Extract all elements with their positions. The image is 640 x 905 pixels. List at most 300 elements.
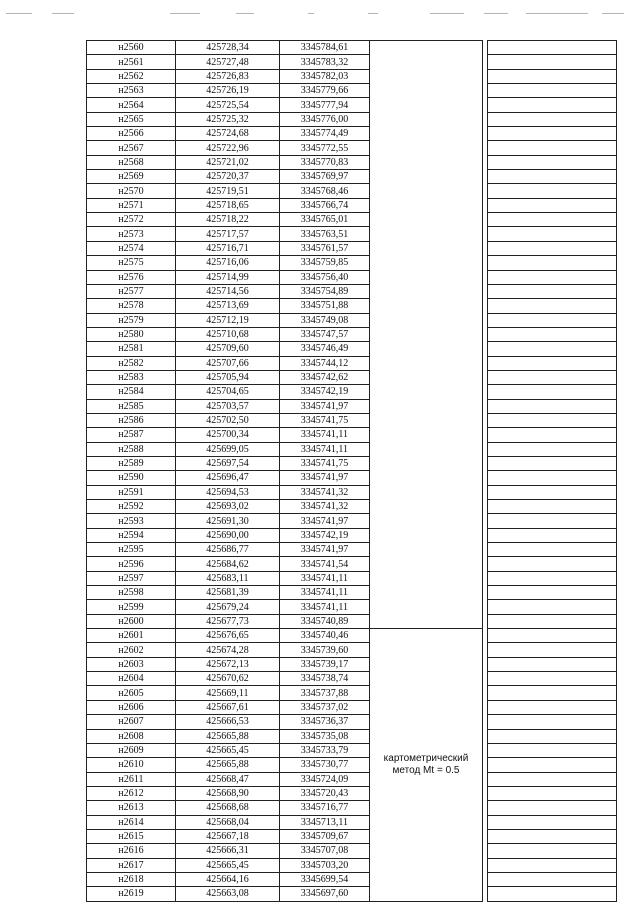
- table-row: [87, 456, 617, 470]
- x-coordinate-cell: 425728,34: [176, 41, 280, 55]
- table-row: [87, 471, 617, 485]
- empty-cell: [488, 528, 617, 542]
- table-row: [87, 284, 617, 298]
- x-coordinate-cell: 425681,39: [176, 586, 280, 600]
- y-coordinate-cell: 3345776,00: [280, 112, 370, 126]
- point-name-cell: н2594: [87, 528, 176, 542]
- x-coordinate-cell: 425690,00: [176, 528, 280, 542]
- table-row: [87, 198, 617, 212]
- x-coordinate-cell: 425669,11: [176, 686, 280, 700]
- table-row: [87, 442, 617, 456]
- point-name-cell: н2580: [87, 327, 176, 341]
- x-coordinate-cell: 425702,50: [176, 413, 280, 427]
- y-coordinate-cell: 3345749,08: [280, 313, 370, 327]
- empty-cell: [488, 241, 617, 255]
- point-name-cell: н2602: [87, 643, 176, 657]
- table-row: [87, 672, 617, 686]
- y-coordinate-cell: 3345716,77: [280, 801, 370, 815]
- point-name-cell: н2573: [87, 227, 176, 241]
- x-coordinate-cell: 425694,53: [176, 485, 280, 499]
- y-coordinate-cell: 3345742,62: [280, 370, 370, 384]
- table-row: [87, 614, 617, 628]
- y-coordinate-cell: 3345768,46: [280, 184, 370, 198]
- empty-cell: [488, 557, 617, 571]
- point-name-cell: н2607: [87, 715, 176, 729]
- y-coordinate-cell: 3345744,12: [280, 356, 370, 370]
- x-coordinate-cell: 425726,83: [176, 69, 280, 83]
- y-coordinate-cell: 3345724,09: [280, 772, 370, 786]
- point-name-cell: н2583: [87, 370, 176, 384]
- y-coordinate-cell: 3345754,89: [280, 284, 370, 298]
- empty-cell: [488, 743, 617, 757]
- y-coordinate-cell: 3345770,83: [280, 155, 370, 169]
- empty-cell: [488, 571, 617, 585]
- x-coordinate-cell: 425663,08: [176, 887, 280, 901]
- x-coordinate-cell: 425716,06: [176, 256, 280, 270]
- y-coordinate-cell: 3345741,11: [280, 571, 370, 585]
- point-name-cell: н2616: [87, 844, 176, 858]
- x-coordinate-cell: 425686,77: [176, 543, 280, 557]
- empty-cell: [488, 614, 617, 628]
- table-row: [87, 270, 617, 284]
- x-coordinate-cell: 425700,34: [176, 428, 280, 442]
- point-name-cell: н2592: [87, 500, 176, 514]
- empty-cell: [488, 758, 617, 772]
- point-name-cell: н2572: [87, 213, 176, 227]
- empty-cell: [488, 55, 617, 69]
- table-row: [87, 872, 617, 886]
- y-coordinate-cell: 3345730,77: [280, 758, 370, 772]
- empty-cell: [488, 399, 617, 413]
- point-name-cell: н2565: [87, 112, 176, 126]
- point-name-cell: н2593: [87, 514, 176, 528]
- table-row: [87, 241, 617, 255]
- point-name-cell: н2612: [87, 786, 176, 800]
- y-coordinate-cell: 3345739,60: [280, 643, 370, 657]
- point-name-cell: н2599: [87, 600, 176, 614]
- point-name-cell: н2590: [87, 471, 176, 485]
- empty-cell: [488, 41, 617, 55]
- point-name-cell: н2604: [87, 672, 176, 686]
- point-name-cell: н2570: [87, 184, 176, 198]
- y-coordinate-cell: 3345703,20: [280, 858, 370, 872]
- empty-cell: [488, 170, 617, 184]
- empty-cell: [488, 586, 617, 600]
- empty-cell: [488, 370, 617, 384]
- table-row: [87, 743, 617, 757]
- point-name-cell: н2613: [87, 801, 176, 815]
- x-coordinate-cell: 425684,62: [176, 557, 280, 571]
- y-coordinate-cell: 3345741,54: [280, 557, 370, 571]
- point-name-cell: н2575: [87, 256, 176, 270]
- table-row: [87, 557, 617, 571]
- empty-cell: [488, 657, 617, 671]
- y-coordinate-cell: 3345741,97: [280, 514, 370, 528]
- y-coordinate-cell: 3345737,88: [280, 686, 370, 700]
- x-coordinate-cell: 425665,45: [176, 858, 280, 872]
- y-coordinate-cell: 3345769,97: [280, 170, 370, 184]
- empty-cell: [488, 829, 617, 843]
- table-row: [87, 686, 617, 700]
- x-coordinate-cell: 425712,19: [176, 313, 280, 327]
- method-cell: картометрический метод Mt = 0.5: [370, 629, 483, 902]
- table-row: [87, 844, 617, 858]
- table-row: [87, 543, 617, 557]
- table-row: [87, 758, 617, 772]
- point-name-cell: н2584: [87, 385, 176, 399]
- x-coordinate-cell: 425725,54: [176, 98, 280, 112]
- y-coordinate-cell: 3345697,60: [280, 887, 370, 901]
- table-row: [87, 370, 617, 384]
- y-coordinate-cell: 3345733,79: [280, 743, 370, 757]
- x-coordinate-cell: 425676,65: [176, 629, 280, 643]
- y-coordinate-cell: 3345783,32: [280, 55, 370, 69]
- scan-artifacts: [6, 13, 626, 15]
- empty-cell: [488, 413, 617, 427]
- point-name-cell: н2567: [87, 141, 176, 155]
- point-name-cell: н2587: [87, 428, 176, 442]
- x-coordinate-cell: 425668,90: [176, 786, 280, 800]
- point-name-cell: н2571: [87, 198, 176, 212]
- point-name-cell: н2609: [87, 743, 176, 757]
- x-coordinate-cell: 425672,13: [176, 657, 280, 671]
- table-row: [87, 428, 617, 442]
- table-row: [87, 256, 617, 270]
- table-row: [87, 801, 617, 815]
- table-row: [87, 586, 617, 600]
- table-row: [87, 184, 617, 198]
- x-coordinate-cell: 425665,88: [176, 729, 280, 743]
- point-name-cell: н2619: [87, 887, 176, 901]
- point-name-cell: н2601: [87, 629, 176, 643]
- point-name-cell: н2568: [87, 155, 176, 169]
- x-coordinate-cell: 425668,68: [176, 801, 280, 815]
- empty-cell: [488, 485, 617, 499]
- x-coordinate-cell: 425677,73: [176, 614, 280, 628]
- y-coordinate-cell: 3345738,74: [280, 672, 370, 686]
- x-coordinate-cell: 425667,18: [176, 829, 280, 843]
- y-coordinate-cell: 3345741,75: [280, 413, 370, 427]
- point-name-cell: н2589: [87, 456, 176, 470]
- table-row: [87, 715, 617, 729]
- x-coordinate-cell: 425716,71: [176, 241, 280, 255]
- empty-cell: [488, 256, 617, 270]
- empty-cell: [488, 428, 617, 442]
- y-coordinate-cell: 3345741,32: [280, 485, 370, 499]
- x-coordinate-cell: 425720,37: [176, 170, 280, 184]
- y-coordinate-cell: 3345737,02: [280, 700, 370, 714]
- x-coordinate-cell: 425718,65: [176, 198, 280, 212]
- y-coordinate-cell: 3345741,11: [280, 442, 370, 456]
- point-name-cell: н2615: [87, 829, 176, 843]
- point-name-cell: н2581: [87, 342, 176, 356]
- point-name-cell: н2574: [87, 241, 176, 255]
- empty-cell: [488, 98, 617, 112]
- empty-cell: [488, 772, 617, 786]
- x-coordinate-cell: 425714,99: [176, 270, 280, 284]
- coordinates-table: [86, 40, 617, 902]
- empty-cell: [488, 442, 617, 456]
- point-name-cell: н2598: [87, 586, 176, 600]
- table-row: [87, 127, 617, 141]
- empty-cell: [488, 141, 617, 155]
- empty-cell: [488, 84, 617, 98]
- x-coordinate-cell: 425709,60: [176, 342, 280, 356]
- table-row: [87, 528, 617, 542]
- empty-cell: [488, 284, 617, 298]
- empty-cell: [488, 629, 617, 643]
- coordinates-table-body: [87, 41, 617, 902]
- x-coordinate-cell: 425722,96: [176, 141, 280, 155]
- table-row: [87, 571, 617, 585]
- x-coordinate-cell: 425683,11: [176, 571, 280, 585]
- empty-cell: [488, 872, 617, 886]
- table-row: [87, 98, 617, 112]
- y-coordinate-cell: 3345720,43: [280, 786, 370, 800]
- point-name-cell: н2579: [87, 313, 176, 327]
- empty-cell: [488, 184, 617, 198]
- empty-cell: [488, 801, 617, 815]
- table-row: [87, 141, 617, 155]
- empty-cell: [488, 815, 617, 829]
- y-coordinate-cell: 3345784,61: [280, 41, 370, 55]
- empty-cell: [488, 786, 617, 800]
- table-row: [87, 729, 617, 743]
- y-coordinate-cell: 3345740,89: [280, 614, 370, 628]
- empty-cell: [488, 600, 617, 614]
- point-name-cell: н2563: [87, 84, 176, 98]
- table-row: [87, 170, 617, 184]
- x-coordinate-cell: 425717,57: [176, 227, 280, 241]
- empty-cell: [488, 471, 617, 485]
- empty-cell: [488, 715, 617, 729]
- y-coordinate-cell: 3345742,19: [280, 528, 370, 542]
- y-coordinate-cell: 3345735,08: [280, 729, 370, 743]
- y-coordinate-cell: 3345774,49: [280, 127, 370, 141]
- point-name-cell: н2610: [87, 758, 176, 772]
- point-name-cell: н2603: [87, 657, 176, 671]
- x-coordinate-cell: 425664,16: [176, 872, 280, 886]
- x-coordinate-cell: 425721,02: [176, 155, 280, 169]
- table-row: [87, 112, 617, 126]
- empty-cell: [488, 227, 617, 241]
- y-coordinate-cell: 3345747,57: [280, 327, 370, 341]
- point-name-cell: н2569: [87, 170, 176, 184]
- empty-cell: [488, 299, 617, 313]
- table-row: [87, 629, 617, 643]
- table-row: [87, 858, 617, 872]
- y-coordinate-cell: 3345779,66: [280, 84, 370, 98]
- point-name-cell: н2561: [87, 55, 176, 69]
- x-coordinate-cell: 425665,45: [176, 743, 280, 757]
- point-name-cell: н2582: [87, 356, 176, 370]
- y-coordinate-cell: 3345759,85: [280, 256, 370, 270]
- y-coordinate-cell: 3345746,49: [280, 342, 370, 356]
- point-name-cell: н2600: [87, 614, 176, 628]
- point-name-cell: н2614: [87, 815, 176, 829]
- point-name-cell: н2585: [87, 399, 176, 413]
- table-row: [87, 815, 617, 829]
- table-row: [87, 514, 617, 528]
- y-coordinate-cell: 3345736,37: [280, 715, 370, 729]
- x-coordinate-cell: 425704,65: [176, 385, 280, 399]
- point-name-cell: н2577: [87, 284, 176, 298]
- y-coordinate-cell: 3345741,97: [280, 399, 370, 413]
- empty-cell: [488, 672, 617, 686]
- table-row: [87, 313, 617, 327]
- point-name-cell: н2566: [87, 127, 176, 141]
- point-name-cell: н2578: [87, 299, 176, 313]
- x-coordinate-cell: 425666,53: [176, 715, 280, 729]
- point-name-cell: н2562: [87, 69, 176, 83]
- empty-cell: [488, 543, 617, 557]
- x-coordinate-cell: 425705,94: [176, 370, 280, 384]
- table-row: [87, 700, 617, 714]
- table-row: [87, 786, 617, 800]
- point-name-cell: н2618: [87, 872, 176, 886]
- x-coordinate-cell: 425713,69: [176, 299, 280, 313]
- x-coordinate-cell: 425718,22: [176, 213, 280, 227]
- point-name-cell: н2595: [87, 543, 176, 557]
- y-coordinate-cell: 3345751,88: [280, 299, 370, 313]
- table-row: [87, 500, 617, 514]
- empty-cell: [488, 313, 617, 327]
- y-coordinate-cell: 3345741,11: [280, 586, 370, 600]
- y-coordinate-cell: 3345782,03: [280, 69, 370, 83]
- x-coordinate-cell: 425696,47: [176, 471, 280, 485]
- x-coordinate-cell: 425674,28: [176, 643, 280, 657]
- y-coordinate-cell: 3345742,19: [280, 385, 370, 399]
- empty-cell: [488, 700, 617, 714]
- empty-cell: [488, 456, 617, 470]
- method-cell: [370, 41, 483, 629]
- x-coordinate-cell: 425724,68: [176, 127, 280, 141]
- x-coordinate-cell: 425727,48: [176, 55, 280, 69]
- empty-cell: [488, 844, 617, 858]
- table-row: [87, 600, 617, 614]
- point-name-cell: н2606: [87, 700, 176, 714]
- empty-cell: [488, 514, 617, 528]
- table-row: [87, 643, 617, 657]
- point-name-cell: н2596: [87, 557, 176, 571]
- table-row: [87, 69, 617, 83]
- table-row: [87, 829, 617, 843]
- table-row: [87, 227, 617, 241]
- y-coordinate-cell: 3345763,51: [280, 227, 370, 241]
- table-row: [87, 772, 617, 786]
- y-coordinate-cell: 3345761,57: [280, 241, 370, 255]
- x-coordinate-cell: 425719,51: [176, 184, 280, 198]
- empty-cell: [488, 327, 617, 341]
- x-coordinate-cell: 425726,19: [176, 84, 280, 98]
- y-coordinate-cell: 3345741,97: [280, 471, 370, 485]
- y-coordinate-cell: 3345741,32: [280, 500, 370, 514]
- x-coordinate-cell: 425703,57: [176, 399, 280, 413]
- x-coordinate-cell: 425667,61: [176, 700, 280, 714]
- x-coordinate-cell: 425693,02: [176, 500, 280, 514]
- y-coordinate-cell: 3345739,17: [280, 657, 370, 671]
- point-name-cell: н2608: [87, 729, 176, 743]
- point-name-cell: н2597: [87, 571, 176, 585]
- empty-cell: [488, 356, 617, 370]
- x-coordinate-cell: 425668,47: [176, 772, 280, 786]
- empty-cell: [488, 69, 617, 83]
- y-coordinate-cell: 3345777,94: [280, 98, 370, 112]
- table-row: [87, 399, 617, 413]
- table-row: [87, 413, 617, 427]
- empty-cell: [488, 385, 617, 399]
- y-coordinate-cell: 3345741,11: [280, 600, 370, 614]
- y-coordinate-cell: 3345740,46: [280, 629, 370, 643]
- x-coordinate-cell: 425714,56: [176, 284, 280, 298]
- table-row: [87, 385, 617, 399]
- y-coordinate-cell: 3345756,40: [280, 270, 370, 284]
- x-coordinate-cell: 425699,05: [176, 442, 280, 456]
- point-name-cell: н2588: [87, 442, 176, 456]
- table-row: [87, 485, 617, 499]
- table-row: [87, 213, 617, 227]
- table-row: [87, 55, 617, 69]
- empty-cell: [488, 643, 617, 657]
- y-coordinate-cell: 3345713,11: [280, 815, 370, 829]
- y-coordinate-cell: 3345707,08: [280, 844, 370, 858]
- table-row: [87, 342, 617, 356]
- y-coordinate-cell: 3345741,11: [280, 428, 370, 442]
- y-coordinate-cell: 3345741,97: [280, 543, 370, 557]
- point-name-cell: н2591: [87, 485, 176, 499]
- empty-cell: [488, 155, 617, 169]
- x-coordinate-cell: 425666,31: [176, 844, 280, 858]
- y-coordinate-cell: 3345699,54: [280, 872, 370, 886]
- point-name-cell: н2605: [87, 686, 176, 700]
- empty-cell: [488, 342, 617, 356]
- y-coordinate-cell: 3345766,74: [280, 198, 370, 212]
- empty-cell: [488, 858, 617, 872]
- x-coordinate-cell: 425670,62: [176, 672, 280, 686]
- empty-cell: [488, 887, 617, 901]
- y-coordinate-cell: 3345765,01: [280, 213, 370, 227]
- empty-cell: [488, 198, 617, 212]
- x-coordinate-cell: 425691,30: [176, 514, 280, 528]
- point-name-cell: н2560: [87, 41, 176, 55]
- point-name-cell: н2576: [87, 270, 176, 284]
- y-coordinate-cell: 3345741,75: [280, 456, 370, 470]
- empty-cell: [488, 270, 617, 284]
- empty-cell: [488, 127, 617, 141]
- x-coordinate-cell: 425665,88: [176, 758, 280, 772]
- x-coordinate-cell: 425697,54: [176, 456, 280, 470]
- empty-cell: [488, 686, 617, 700]
- x-coordinate-cell: 425710,68: [176, 327, 280, 341]
- table-row: [87, 299, 617, 313]
- table-row: [87, 887, 617, 901]
- point-name-cell: н2611: [87, 772, 176, 786]
- x-coordinate-cell: 425679,24: [176, 600, 280, 614]
- point-name-cell: н2586: [87, 413, 176, 427]
- point-name-cell: н2617: [87, 858, 176, 872]
- y-coordinate-cell: 3345772,55: [280, 141, 370, 155]
- x-coordinate-cell: 425668,04: [176, 815, 280, 829]
- empty-cell: [488, 112, 617, 126]
- x-coordinate-cell: 425725,32: [176, 112, 280, 126]
- empty-cell: [488, 500, 617, 514]
- empty-cell: [488, 729, 617, 743]
- table-row: [87, 327, 617, 341]
- table-row: [87, 356, 617, 370]
- table-row: [87, 657, 617, 671]
- x-coordinate-cell: 425707,66: [176, 356, 280, 370]
- y-coordinate-cell: 3345709,67: [280, 829, 370, 843]
